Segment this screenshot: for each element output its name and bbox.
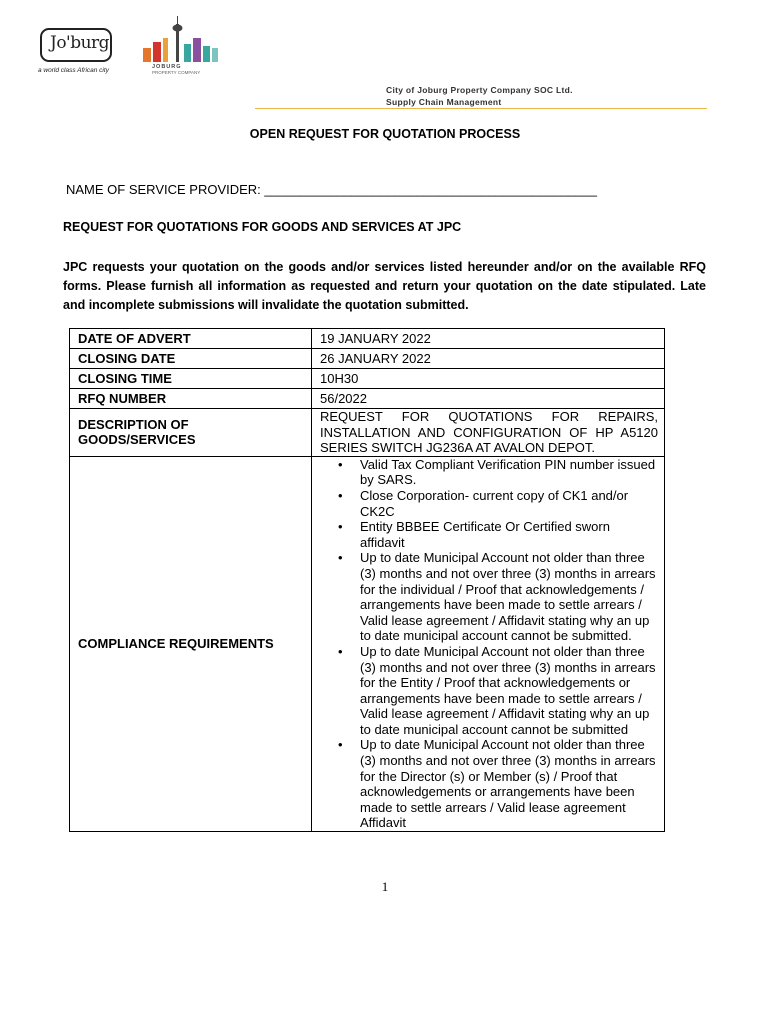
compliance-label: COMPLIANCE REQUIREMENTS xyxy=(70,456,312,831)
joburg-tagline: a world class African city xyxy=(38,67,109,74)
description-label: DESCRIPTION OF GOODS/SERVICES xyxy=(70,409,312,457)
rfq-details-table xyxy=(69,328,665,832)
header-divider xyxy=(255,108,707,109)
joburg-logo xyxy=(38,28,120,78)
company-name: City of Joburg Property Company SOC Ltd. xyxy=(386,85,573,95)
jpc-logo-text: JOBURG xyxy=(152,64,182,70)
jpc-logo-subtext: PROPERTY COMPANY xyxy=(152,70,201,75)
compliance-list xyxy=(320,457,658,831)
company-block xyxy=(386,84,573,108)
page-number: 1 xyxy=(381,879,389,894)
joburg-logo-text: Jo'burg xyxy=(50,33,110,53)
company-department: Supply Chain Management xyxy=(386,97,502,107)
jpc-logo xyxy=(140,16,220,78)
description-value: REQUEST FOR QUOTATIONS FOR REPAIRS, INSTALLATION AND CONFIGURATION OF HP A5120 SERIES SWITCH JG236A AT AVALON DEPOT. xyxy=(312,409,665,457)
table-row xyxy=(70,349,665,369)
compliance-list-cell xyxy=(312,456,665,831)
closing-date-value: 26 JANUARY 2022 xyxy=(312,349,665,369)
page-title: OPEN REQUEST FOR QUOTATION PROCESS xyxy=(249,127,521,141)
table-row xyxy=(70,369,665,389)
list-item: • Valid Tax Compliant Verification PIN number issued by SARS. xyxy=(360,457,658,488)
list-item: • Up to date Municipal Account not older than three (3) months and not over three (3) months in arrears for the Entity / Proof that acknowledgements or arrangements have been made to settle arrears / Valid lease agreement / Affidavit stating why an up to date municipal account cannot be submitted xyxy=(360,644,658,738)
date-of-advert-label: DATE OF ADVERT xyxy=(70,329,312,349)
list-item: • Up to date Municipal Account not older than three (3) months and not over three (3) months in arrears for the Director (s) or Member (s) / Proof that acknowledgements or arrangements have been made to settle arrears / Valid lease agreement Affidavit xyxy=(360,737,658,831)
table-row xyxy=(70,329,665,349)
list-item: • Close Corporation- current copy of CK1 and/or CK2C xyxy=(360,488,658,519)
rfq-number-label: RFQ NUMBER xyxy=(70,389,312,409)
closing-date-label: CLOSING DATE xyxy=(70,349,312,369)
date-of-advert-value: 19 JANUARY 2022 xyxy=(312,329,665,349)
rfq-number-value: 56/2022 xyxy=(312,389,665,409)
rfq-heading: REQUEST FOR QUOTATIONS FOR GOODS AND SERVICES AT JPC xyxy=(63,220,462,234)
table-row xyxy=(70,389,665,409)
jpc-skyline-icon xyxy=(140,16,220,64)
list-item: • Entity BBBEE Certificate Or Certified sworn affidavit xyxy=(360,519,658,550)
table-row xyxy=(70,456,665,831)
list-item: • Up to date Municipal Account not older than three (3) months and not over three (3) months in arrears for the individual / Proof that acknowledgements / arrangements have been made to settle arrears / Valid lease agreement / Affidavit stating why an up to date municipal account cannot be submitted. xyxy=(360,550,658,644)
closing-time-label: CLOSING TIME xyxy=(70,369,312,389)
intro-paragraph: JPC requests your quotation on the goods and/or services listed hereunder and/or on the available RFQ forms. Please furnish all information as requested and return your quotation on the date stipulated. Late and incomplete submissions will invalidate the quotation submitted. xyxy=(63,260,706,312)
table-row xyxy=(70,409,665,457)
service-provider-line: NAME OF SERVICE PROVIDER: ______________________________________________ xyxy=(66,182,597,197)
closing-time-value: 10H30 xyxy=(312,369,665,389)
